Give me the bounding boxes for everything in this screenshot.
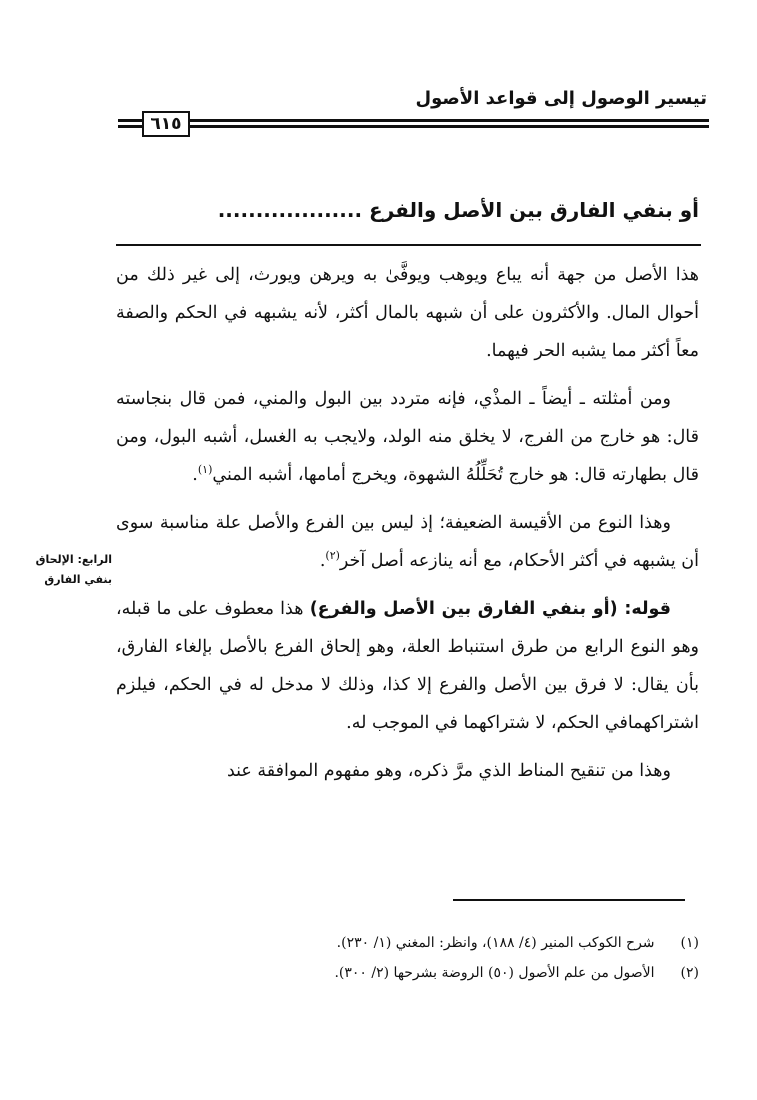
- paragraph-2-text: ومن أمثلته ـ أيضاً ـ المذْي، فإنه متردد بين البول والمني، فمن قال بنجاسته قال: هو خارج من الفرج، لا يخلق منه الولد، ولايجب به الغسل، أشبه البول، ومن قال بطهارته قال: هو خارج تُحَلِّلُهُ الشهوة، ويخرج أمامها، أشبه المني: [116, 389, 699, 485]
- running-header: تيسير الوصول إلى قواعد الأصول: [415, 88, 707, 109]
- paragraph-4-text: هذا معطوف على ما قبله، وهو النوع الرابع من طرق استنباط العلة، وهو إلحاق الفرع بالأصل بإلغاء الفارق، بأن يقال: لا فرق بين الأصل والفرع إلا كذا، وذلك لا مدخل له في الحكم، فيلزم اشتراكهمافي الحكم، لا شتراكهما في الموجب له.: [116, 599, 699, 733]
- footnote-1: [116, 928, 699, 958]
- footnote-separator: [453, 899, 685, 901]
- footnote-1-number: (١): [680, 935, 699, 951]
- margin-note-line-1: الرابع: الإلحاق: [35, 553, 112, 566]
- footnotes: [116, 928, 699, 988]
- header-rule-line-bottom: [118, 125, 709, 128]
- title-leader-dots: ...................: [217, 198, 363, 222]
- paragraph-2: ومن أمثلته ـ أيضاً ـ المذْي، فإنه متردد بين البول والمني، فمن قال بنجاسته قال: هو خارج من الفرج، لا يخلق منه الولد، ولايجب به الغسل، أشبه البول، ومن قال بطهارته قال: هو خارج تُحَلِّلُهُ الشهوة، ويخرج أمامها، أشبه المني$^{(١)}$.: [116, 389, 699, 485]
- paragraph-1: هذا الأصل من جهة أنه يباع ويوهب ويوفَّىٰ به ويرهن ويورث، إلى غير ذلك من أحوال المال. والأكثرون على أن شبهه بالمال أكثر، لأنه يشبهه في الحكم والصفة معاً أكثر مما يشبه الحر فيهما.: [116, 265, 699, 361]
- footnote-2-text: الأصول من علم الأصول (٥٠) الروضة بشرحها (٢/ ٣٠٠).: [334, 965, 655, 981]
- margin-note-line-2: بنفي الفارق: [44, 573, 112, 586]
- footnote-marker-2: (٢): [325, 549, 340, 563]
- section-title-line: [139, 198, 699, 222]
- title-rule: [116, 244, 701, 246]
- main-text: [116, 256, 699, 800]
- footnote-marker-1: (١): [197, 463, 213, 477]
- footnote-2: [116, 958, 699, 988]
- page-number: ٦١٥: [142, 111, 190, 137]
- margin-note: [2, 550, 112, 590]
- footnote-1-text: شرح الكوكب المنير (٤/ ١٨٨)، وانظر: المغني (١/ ٢٣٠).: [336, 935, 655, 951]
- paragraph-4: [116, 590, 699, 742]
- paragraph-5: وهذا من تنقيح المناط الذي مرَّ ذكره، وهو مفهوم الموافقة عند: [226, 761, 671, 781]
- header-double-rule: [118, 117, 709, 131]
- paragraph-3: وهذا النوع من الأقيسة الضعيفة؛ إذ ليس بين الفرع والأصل علة مناسبة سوى أن يشبهه في أكثر الأحكام، مع أنه ينازعه أصل آخر$^{(٢)}$.: [116, 513, 699, 571]
- section-title: أو بنفي الفارق بين الأصل والفرع: [369, 198, 699, 222]
- footnote-2-number: (٢): [680, 965, 699, 981]
- header-rule-line-top: [118, 119, 709, 122]
- paragraph-4-lead: قوله: (أو بنفي الفارق بين الأصل والفرع): [309, 599, 671, 619]
- paragraph-3-text: وهذا النوع من الأقيسة الضعيفة؛ إذ ليس بين الفرع والأصل علة مناسبة سوى أن يشبهه في أكثر الأحكام، مع أنه ينازعه أصل آخر: [116, 513, 699, 571]
